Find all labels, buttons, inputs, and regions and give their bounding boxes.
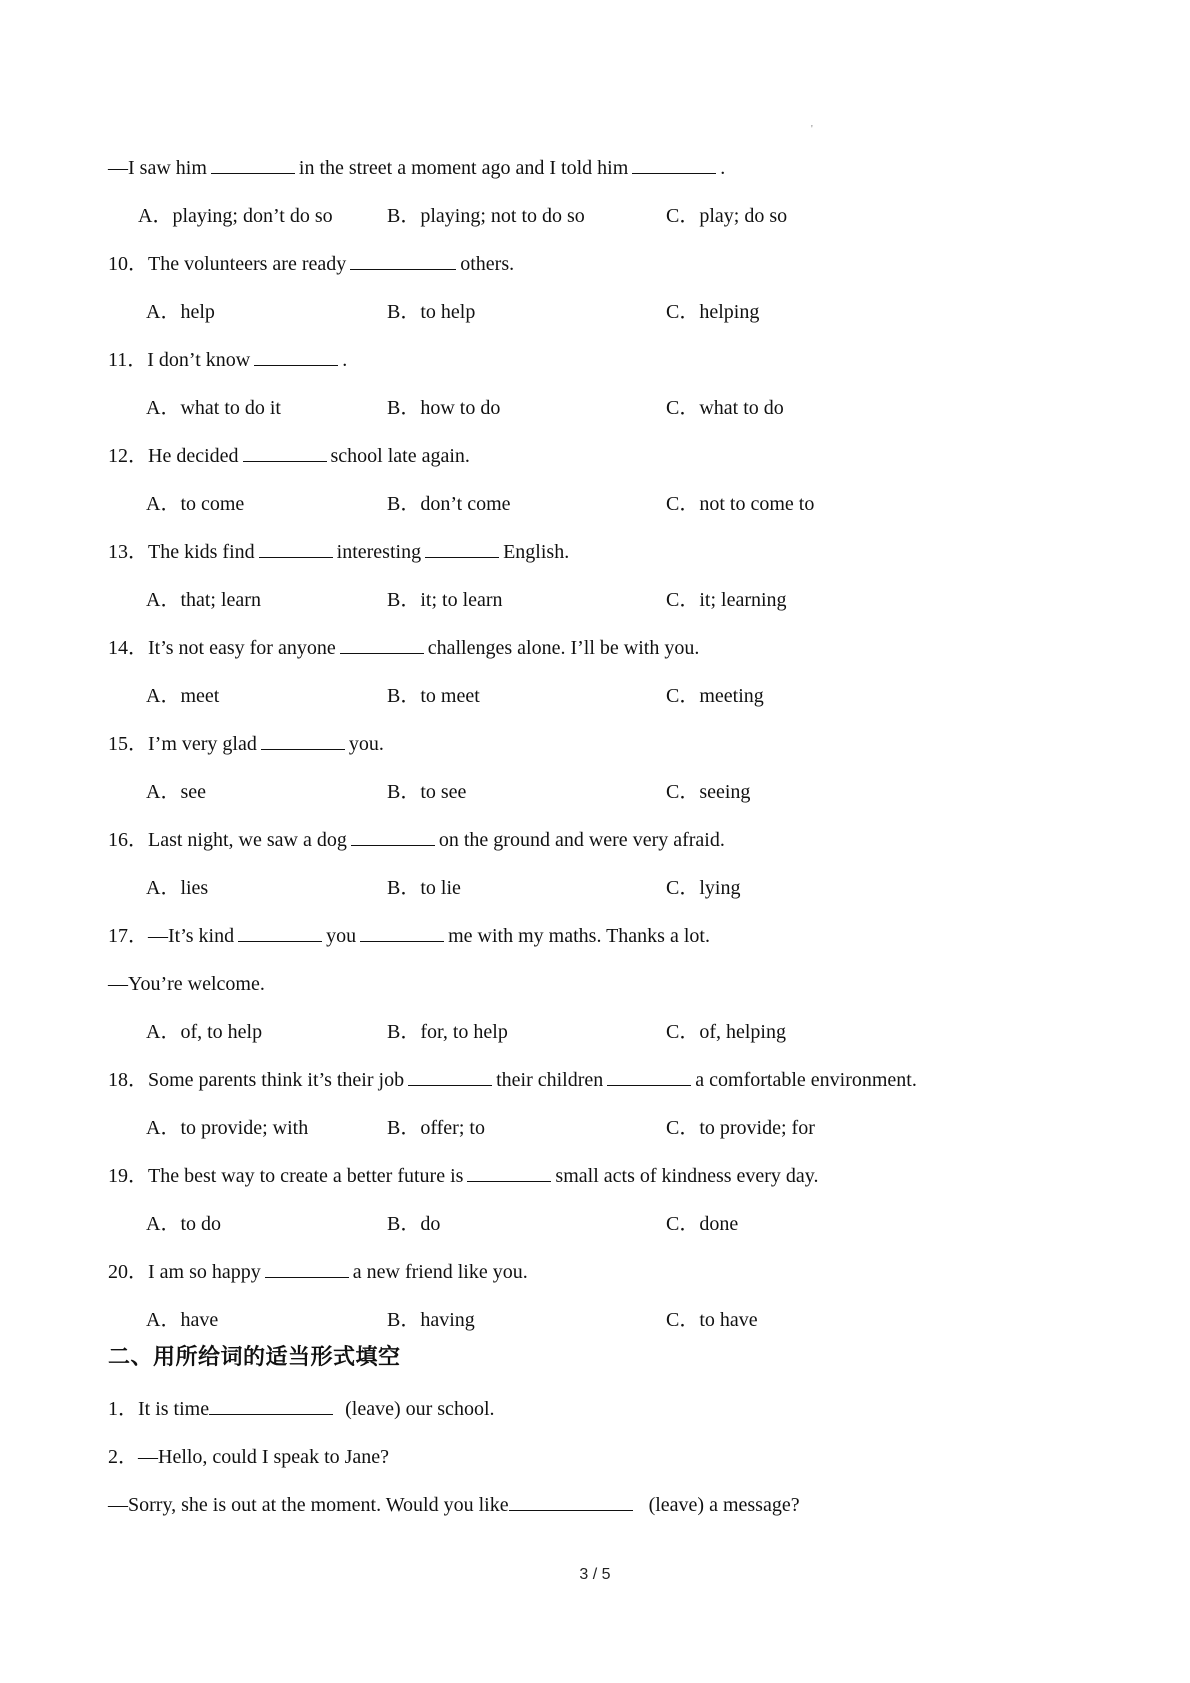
answer-blank[interactable]	[350, 251, 456, 270]
question-13-text: 13．The kids find interesting English.	[108, 541, 570, 563]
question-12-text: 12．He decided school late again.	[108, 445, 470, 467]
answer-blank[interactable]	[259, 539, 333, 558]
option-a[interactable]: A．meet	[146, 685, 220, 707]
option-b[interactable]: B．how to do	[387, 397, 501, 419]
option-a[interactable]: A．to provide; with	[146, 1117, 309, 1139]
answer-blank[interactable]	[607, 1067, 691, 1086]
option-a[interactable]: A．what to do it	[146, 397, 281, 419]
answer-blank[interactable]	[351, 827, 435, 846]
option-c[interactable]: C．seeing	[666, 781, 751, 803]
stray-mark: '	[811, 124, 813, 135]
fill-question-2: 2．—Hello, could I speak to Jane?	[108, 1446, 390, 1468]
question-14-text: 14．It’s not easy for anyone challenges alone. I’ll be with you.	[108, 637, 700, 659]
option-b[interactable]: B．it; to learn	[387, 589, 503, 611]
page-number: 3 / 5	[579, 1566, 611, 1583]
option-a[interactable]: A．help	[146, 301, 215, 323]
option-b[interactable]: B．to meet	[387, 685, 480, 707]
question-18-text: 18．Some parents think it’s their job their children a comfortable environment.	[108, 1069, 917, 1091]
answer-blank[interactable]	[243, 443, 327, 462]
question-15-text: 15．I’m very glad you.	[108, 733, 384, 755]
fill-question-2-reply: —Sorry, she is out at the moment. Would you like (leave) a message?	[108, 1494, 800, 1516]
option-b[interactable]: B．offer; to	[387, 1117, 485, 1139]
option-c[interactable]: C．what to do	[666, 397, 784, 419]
answer-blank[interactable]	[632, 155, 716, 174]
answer-blank[interactable]	[209, 1396, 333, 1415]
answer-blank[interactable]	[509, 1492, 633, 1511]
option-b[interactable]: B．to see	[387, 781, 467, 803]
option-a[interactable]: A．playing; don’t do so	[138, 205, 333, 227]
option-c[interactable]: C．done	[666, 1213, 739, 1235]
answer-blank[interactable]	[340, 635, 424, 654]
option-b[interactable]: B．for, to help	[387, 1021, 508, 1043]
option-b[interactable]: B．to lie	[387, 877, 461, 899]
option-a[interactable]: A．of, to help	[146, 1021, 263, 1043]
question-11-text: 11．I don’t know .	[108, 349, 348, 371]
answer-blank[interactable]	[425, 539, 499, 558]
option-b[interactable]: B．playing; not to do so	[387, 205, 585, 227]
question-16-text: 16．Last night, we saw a dog on the ground and were very afraid.	[108, 829, 725, 851]
option-c[interactable]: C．play; do so	[666, 205, 788, 227]
option-a[interactable]: A．see	[146, 781, 206, 803]
answer-blank[interactable]	[265, 1259, 349, 1278]
question-17-reply: —You’re welcome.	[108, 973, 265, 995]
option-a[interactable]: A．to come	[146, 493, 245, 515]
option-c[interactable]: C．lying	[666, 877, 741, 899]
question-20-text: 20．I am so happy a new friend like you.	[108, 1261, 528, 1283]
option-a[interactable]: A．to do	[146, 1213, 221, 1235]
answer-blank[interactable]	[467, 1163, 551, 1182]
question-17-text: 17．—It’s kind you me with my maths. Thanks a lot.	[108, 925, 710, 947]
question-10-text: 10．The volunteers are ready others.	[108, 253, 515, 275]
option-a[interactable]: A．have	[146, 1309, 219, 1331]
option-c[interactable]: C．helping	[666, 301, 760, 323]
option-a[interactable]: A．that; learn	[146, 589, 261, 611]
fill-question-1: 1．It is time (leave) our school.	[108, 1398, 495, 1420]
option-b[interactable]: B．to help	[387, 301, 476, 323]
option-c[interactable]: C．to provide; for	[666, 1117, 815, 1139]
option-b[interactable]: B．don’t come	[387, 493, 511, 515]
option-b[interactable]: B．do	[387, 1213, 441, 1235]
option-c[interactable]: C．meeting	[666, 685, 764, 707]
question-19-text: 19．The best way to create a better future is small acts of kindness every day.	[108, 1165, 819, 1187]
option-a[interactable]: A．lies	[146, 877, 209, 899]
option-c[interactable]: C．it; learning	[666, 589, 787, 611]
answer-blank[interactable]	[408, 1067, 492, 1086]
option-c[interactable]: C．of, helping	[666, 1021, 786, 1043]
answer-blank[interactable]	[360, 923, 444, 942]
answer-blank[interactable]	[211, 155, 295, 174]
answer-blank[interactable]	[261, 731, 345, 750]
option-b[interactable]: B．having	[387, 1309, 475, 1331]
answer-blank[interactable]	[238, 923, 322, 942]
question-9-text: —I saw him in the street a moment ago and I told him .	[108, 157, 726, 179]
option-c[interactable]: C．not to come to	[666, 493, 815, 515]
section-heading: 二、用所给词的适当形式填空	[108, 1345, 401, 1370]
option-c[interactable]: C．to have	[666, 1309, 758, 1331]
answer-blank[interactable]	[254, 347, 338, 366]
